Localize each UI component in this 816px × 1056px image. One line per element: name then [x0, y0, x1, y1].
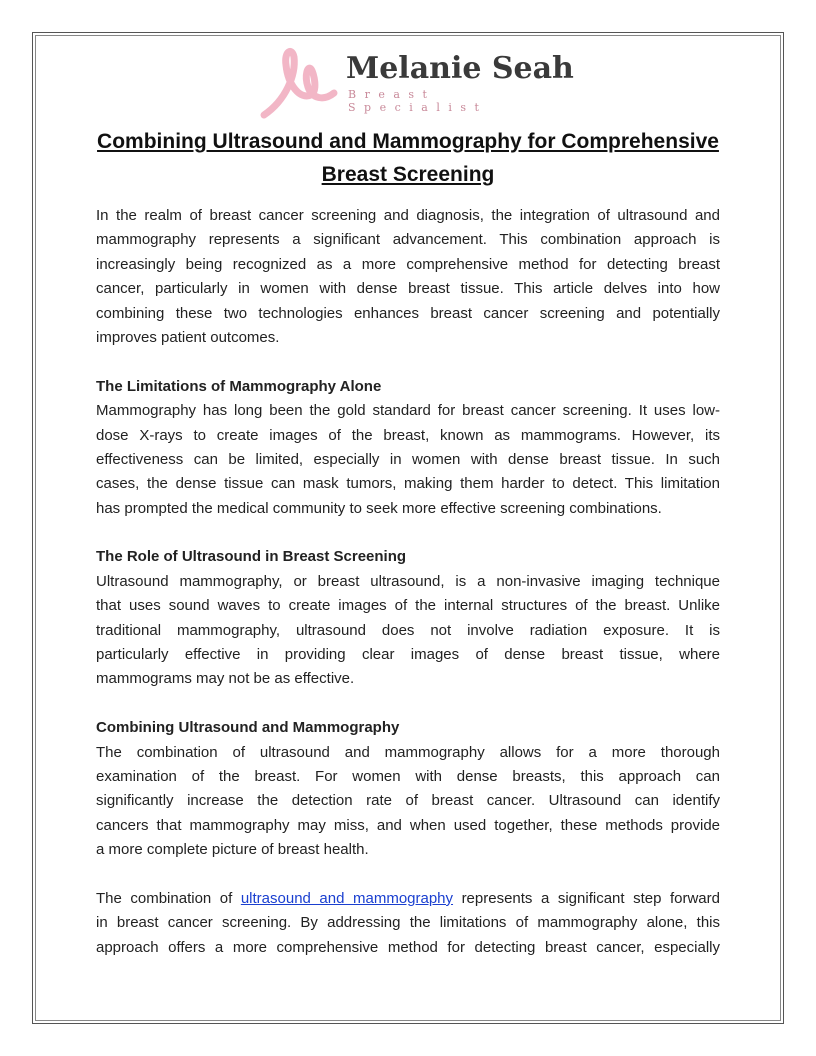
text-line: improves patient outcomes. [96, 328, 280, 346]
text-line: mammograms may not be as effective. [96, 670, 355, 688]
section-heading: The Limitations of Mammography Alone [96, 377, 382, 395]
intro-paragraph [96, 204, 720, 350]
page-title [80, 125, 736, 191]
title-line: Breast Screening [321, 163, 495, 186]
text-line: effectiveness can be limited, especially in women with dense breast tissue. In such [96, 450, 720, 468]
text-line: a more complete picture of breast health. [96, 841, 369, 859]
logo [256, 45, 576, 120]
text-line: has prompted the medical community to seek more effective screening combinations. [96, 499, 662, 517]
section-combining [96, 716, 720, 862]
article-body [96, 204, 720, 960]
text-line: mammography represents a significant advancement. This combination approach is [96, 231, 720, 249]
text-fragment: The combination of [96, 889, 241, 907]
text-line: combining these two technologies enhances breast cancer screening and potentially [96, 304, 720, 322]
text-line: traditional mammography, ultrasound does not involve radiation exposure. It is [96, 621, 720, 639]
text-line: particularly effective in providing clear images of dense breast tissue, where [96, 646, 720, 664]
text-line: increasingly being recognized as a more comprehensive method for detecting breast [96, 255, 720, 273]
text-line: The combination of ultrasound and mammography allows for a more thorough [96, 743, 720, 761]
text-line: approach offers a more comprehensive method for detecting breast cancer, especially [96, 938, 720, 956]
text-line: that uses sound waves to create images of the internal structures of the breast. Unlike [96, 597, 720, 615]
text-line: Mammography has long been the gold standard for breast cancer screening. It uses low- [96, 402, 720, 420]
text-fragment: represents a significant step forward [453, 889, 720, 907]
closing-paragraph [96, 887, 720, 960]
logo-tagline: Breast Specialist [348, 88, 488, 114]
text-line: cancer, particularly in women with dense breast tissue. This article delves into how [96, 280, 720, 298]
text-line [96, 887, 720, 911]
ribbon-icon [256, 45, 346, 120]
section-ultrasound-role [96, 545, 720, 691]
section-heading: The Role of Ultrasound in Breast Screening [96, 548, 407, 566]
section-heading: Combining Ultrasound and Mammography [96, 719, 400, 737]
logo-name: Melanie Seah [346, 51, 574, 86]
text-line: dose X-rays to create images of the breast, known as mammograms. However, its [96, 426, 720, 444]
text-line: significantly increase the detection rate of breast cancer. Ultrasound can identify [96, 792, 720, 810]
title-line: Combining Ultrasound and Mammography for Comprehensive [97, 130, 719, 153]
text-line: cases, the dense tissue can mask tumors, making them harder to detect. This limitation [96, 475, 720, 493]
section-mammography-limitations [96, 375, 720, 521]
text-line: in breast cancer screening. By addressing the limitations of mammography alone, this [96, 914, 720, 932]
text-line: examination of the breast. For women with dense breasts, this approach can [96, 767, 720, 785]
ultrasound-mammography-link[interactable]: ultrasound and mammography [240, 889, 454, 907]
text-line: cancers that mammography may miss, and when used together, these methods provide [96, 816, 720, 834]
text-line: Ultrasound mammography, or breast ultrasound, is a non-invasive imaging technique [96, 572, 720, 590]
text-line: In the realm of breast cancer screening and diagnosis, the integration of ultrasound and [96, 207, 720, 224]
